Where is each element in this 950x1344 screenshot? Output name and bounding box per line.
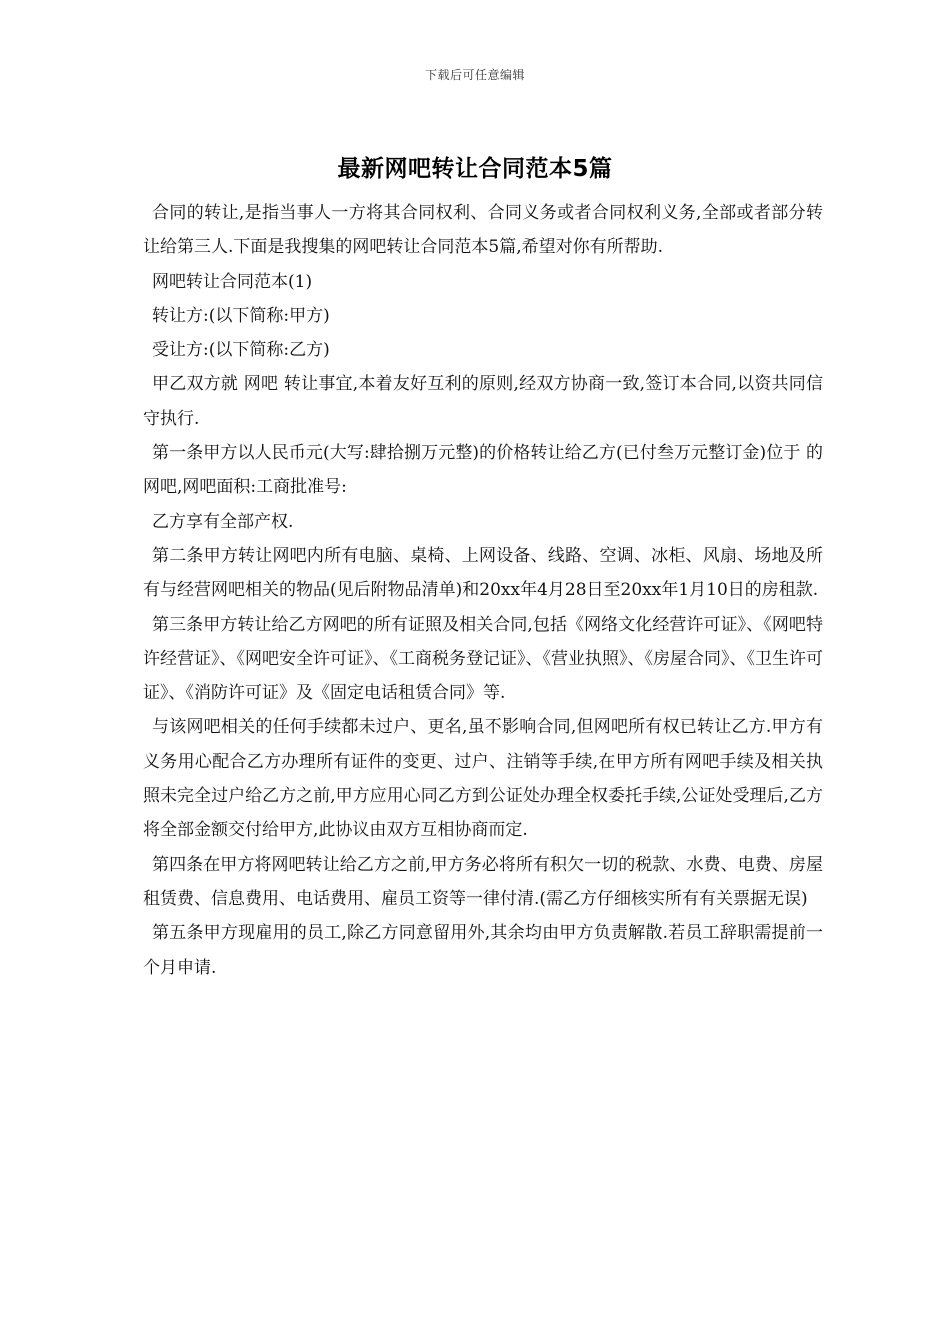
document-body [143, 196, 823, 985]
paragraph-article-3: 第三条甲方转让给乙方网吧的所有证照及相关合同,包括《网络文化经营许可证》、《网吧特许经营证》、《网吧安全许可证》、《工商税务登记证》、《营业执照》、《房屋合同》、《卫生许可证》、《消防许可证》及《固定电话租赁合同》等. [143, 614, 823, 704]
paragraph-article-1: 第一条甲方以人民币元(大写:肆拾捌万元整)的价格转让给乙方(已付叁万元整订金)位于 的网吧,网吧面积:工商批准号: [143, 443, 823, 498]
paragraph-preamble: 甲乙双方就 网吧 转让事宜,本着友好互利的原则,经双方协商一致,签订本合同,以资共同信守执行. [143, 374, 823, 429]
paragraph-ownership: 乙方享有全部产权. [152, 511, 294, 532]
document-title: 最新网吧转让合同范本5篇 [337, 156, 613, 182]
paragraph-intro: 合同的转让,是指当事人一方将其合同权利、合同义务或者合同权利义务,全部或者部分转让给第三人.下面是我搜集的网吧转让合同范本5篇,希望对你有所帮助. [143, 203, 823, 258]
paragraph-section-heading: 网吧转让合同范本(1) [152, 271, 313, 292]
paragraph-transferee: 受让方:(以下简称:乙方) [152, 340, 330, 361]
paragraph-transferor: 转让方:(以下简称:甲方) [152, 305, 330, 326]
paragraph-article-4: 第四条在甲方将网吧转让给乙方之前,甲方务必将所有积欠一切的税款、水费、电费、房屋租赁费、信息费用、电话费用、雇员工资等一律付清.(需乙方仔细核实所有有关票据无误) [143, 854, 823, 909]
paragraph-article-2: 第二条甲方转让网吧内所有电脑、桌椅、上网设备、线路、空调、冰柜、风扇、场地及所有与经营网吧相关的物品(见后附物品清单)和20xx年4月28日至20xx年1月10日的房租款. [143, 545, 823, 601]
paragraph-procedures: 与该网吧相关的任何手续都未过户、更名,虽不影响合同,但网吧所有权已转让乙方.甲方有义务用心配合乙方办理所有证件的变更、过户、注销等手续,在甲方所有网吧手续及相关执照未完全过户给乙方之前,甲方应用心同乙方到公证处办理全权委托手续,公证处受理后,乙方将全部金额交付给甲方,此协议由双方互相协商而定. [143, 717, 823, 841]
page-header-note: 下载后可任意编辑 [424, 68, 525, 82]
paragraph-article-5: 第五条甲方现雇用的员工,除乙方同意留用外,其余均由甲方负责解散.若员工辞职需提前一个月申请. [143, 923, 823, 978]
